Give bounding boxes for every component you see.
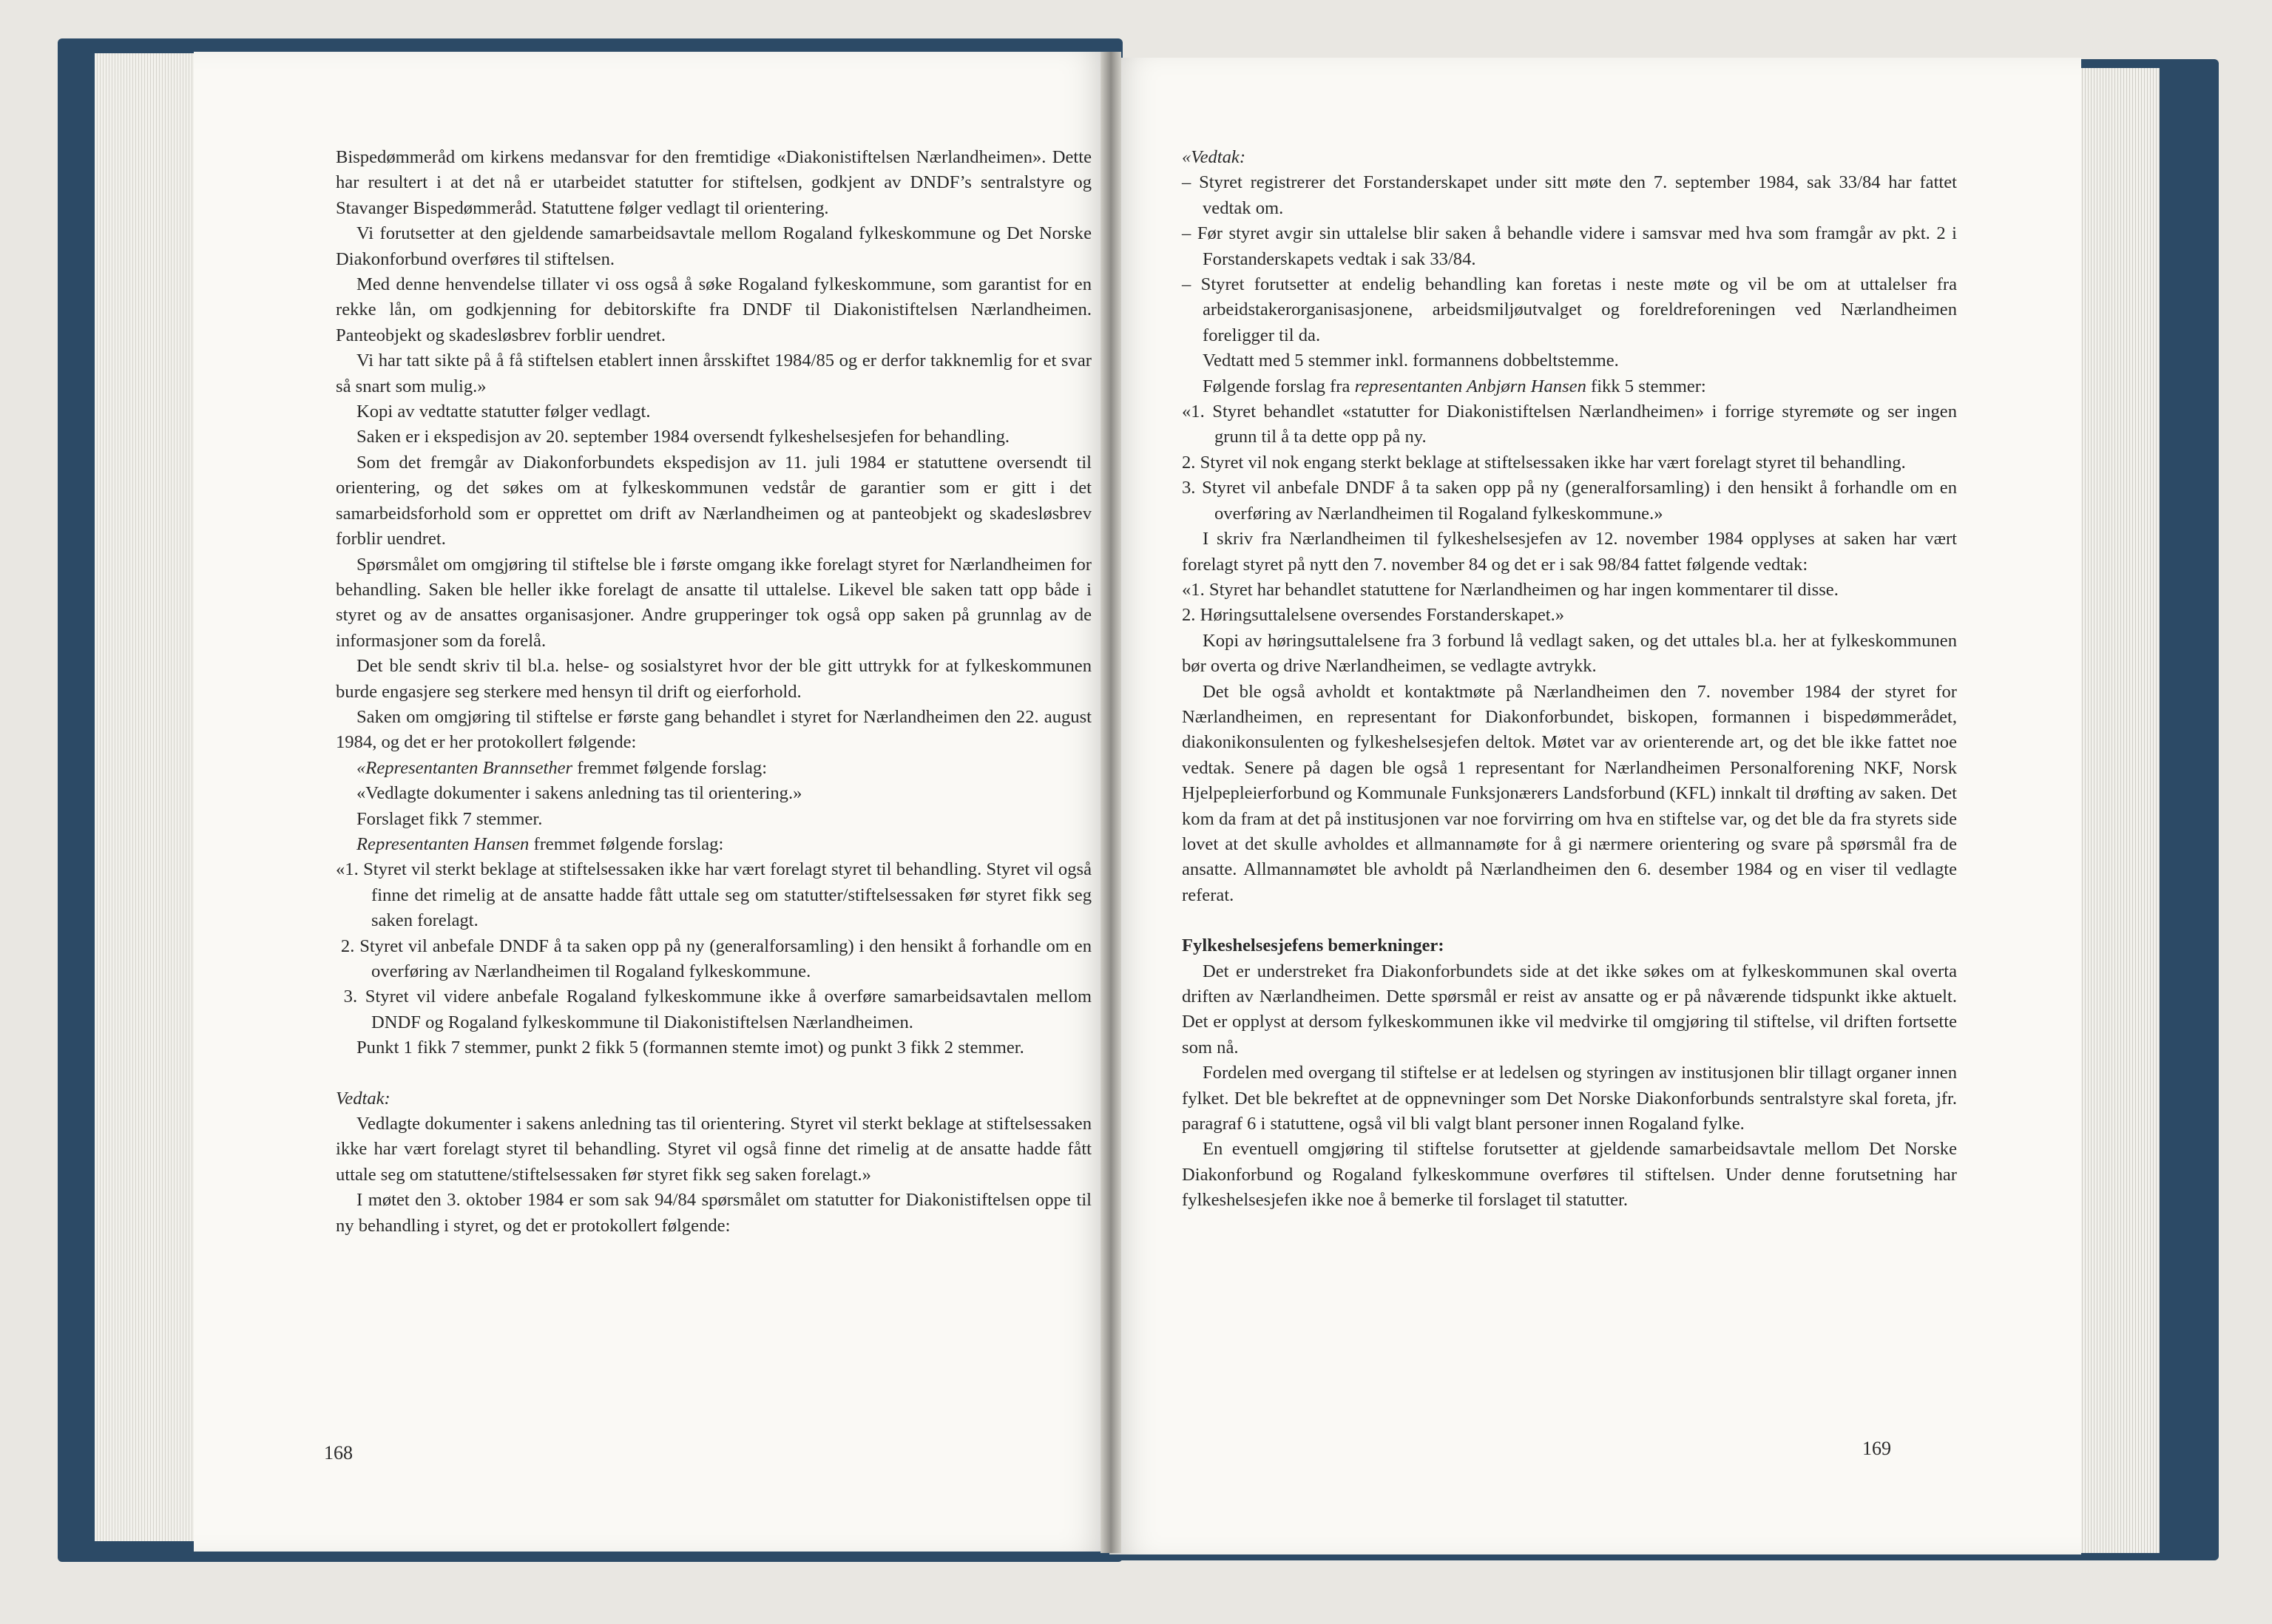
paragraph <box>1182 374 1957 399</box>
list-marker: «1. <box>336 859 359 880</box>
list-item: – Før styret avgir sin uttalelse blir saken å behandle videre i samsvar med hva som framgår av pkt. 2 i Forstanderskapets vedtak i sak 33/84. <box>1182 223 1957 269</box>
list-item: – Styret registrerer det Forstanderskapet under sitt møte den 7. september 1984, sak 33/84 har fattet vedtak om. <box>1182 172 1957 218</box>
list-item: «1. Styret har behandlet statuttene for Nærlandheimen og har ingen kommentarer til disse. <box>1182 579 1839 600</box>
right-page-text <box>1182 145 1957 1214</box>
list-text: Styret vil anbefale DNDF å ta saken opp på ny (generalforsamling) i den hensikt å forhandle om en overføring av Nærlandheimen til Rogaland fylkeskommune. <box>359 936 1092 981</box>
list-marker: 3. <box>343 987 358 1007</box>
text-run: Følgende forslag fra <box>1203 376 1355 396</box>
paragraph: Det er understreket fra Diakonforbundets side at det ikke søkes om at fylkeskommunen skal overta driften av Nærlandheimen. Dette spørsmål er reist av ansatte og er på nåværende tidspunkt ikke aktuelt. Det er opplyst at dersom fylkeskommunen ikke vil medvirke til omgjøring til stiftelse, vil driften fortsette som nå. <box>1182 961 1957 1058</box>
section-heading: Fylkeshelsesjefens bemerkninger: <box>1182 936 1444 956</box>
proposer-name: «Representanten Brannsether <box>356 757 573 778</box>
list-item: 2. Styret vil nok engang sterkt beklage at stiftelsessaken ikke har vært forelagt styret til behandling. <box>1182 452 1906 473</box>
page-edges-right <box>2071 68 2160 1553</box>
paragraph: Som det fremgår av Diakonforbundets ekspedisjon av 11. juli 1984 er statuttene oversendt til orientering, og det søkes om at fylkeskommunen vedstår de garantier som er gitt i det samarbeidsforhold som er opprettet om drift av Nærlandheimen og at panteobjekt og skadesløsbrev forblir uendret. <box>336 452 1092 549</box>
page-edges-left <box>95 53 198 1541</box>
paragraph: Saken om omgjøring til stiftelse er første gang behandlet i styret for Nærlandheimen den 22. august 1984, og det er her protokollert følgende: <box>336 706 1092 753</box>
proposer-name: Representanten Hansen <box>356 833 530 854</box>
paragraph: «Vedlagte dokumenter i sakens anledning tas til orientering.» <box>356 783 802 804</box>
paragraph: Vi forutsetter at den gjeldende samarbeidsavtale mellom Rogaland fylkeskommune og Det Norske Diakonforbund overføres til stiftelsen. <box>336 223 1092 269</box>
paragraph: Punkt 1 fikk 7 stemmer, punkt 2 fikk 5 (formannen stemte imot) og punkt 3 fikk 2 stemmer. <box>356 1038 1024 1058</box>
paragraph: Bispedømmeråd om kirkens medansvar for den fremtidige «Diakonistiftelsen Nærlandheimen». Dette har resultert i at det nå er utarbeidet statutter for stiftelsen, godkjent av DNDF’s sentralstyre og Stavanger Bispedømmeråd. Statuttene følger vedlagt til orientering. <box>336 147 1092 218</box>
paragraph: Det ble sendt skriv til bl.a. helse- og sosialstyret hvor der ble gitt uttrykk for at fylkeskommunen burde engasjere seg sterkere med hensyn til drift og eierforhold. <box>336 656 1092 702</box>
text-run: fikk 5 stemmer: <box>1586 376 1706 396</box>
paragraph: Vi har tatt sikte på å få stiftelsen etablert innen årsskiftet 1984/85 og er derfor takknemlig for et svar så snart som mulig.» <box>336 351 1092 396</box>
list-item <box>336 984 1092 1035</box>
paragraph: Vedlagte dokumenter i sakens anledning tas til orientering. Styret vil sterkt beklage at stiftelsessaken ikke har vært forelagt styret til behandling. Styret vil også finne det rimelig at de ansatte hadde fått uttale seg om statuttene/stiftelsessaken før styret fikk seg saken forelagt.» <box>336 1114 1092 1185</box>
left-page <box>194 52 1111 1552</box>
left-page-text <box>336 145 1092 1239</box>
list-item <box>336 934 1092 985</box>
paragraph: Med denne henvendelse tillater vi oss også å søke Rogaland fylkeskommune, som garantist for en rekke lån, om godkjenning for debitorskifte fra DNDF til Diakonistiftelsen Nærlandheimen. Panteobjekt og skadesløsbrev forblir uendret. <box>336 274 1092 345</box>
list-item: – Styret forutsetter at endelig behandling kan foretas i neste møte og vil be om at uttalelser fra arbeidstakerorganisasjonene, arbeidsmiljøutvalget og foreldreforeningen ved Nærlandheimen foreligger til da. <box>1182 274 1957 345</box>
paragraph: En eventuell omgjøring til stiftelse forutsetter at gjeldende samarbeidsavtale mellom Det Norske Diakonforbund og Rogaland fylkeskommune overføres til stiftelsen. Under denne forutsetning har fylkeshelsesjefen ikke noe å bemerke til forslaget til statutter. <box>1182 1139 1957 1211</box>
list-item: 3. Styret vil anbefale DNDF å ta saken opp på ny (generalforsamling) i den hensikt å forhandle om en overføring av Nærlandheimen til Rogaland fylkeskommune.» <box>1182 478 1957 524</box>
page-number: 168 <box>324 1442 353 1464</box>
protocol-proposal-1 <box>336 756 1092 781</box>
list-item: 2. Høringsuttalelsene oversendes Forstanderskapet.» <box>1182 605 1565 626</box>
list-text: Styret vil videre anbefale Rogaland fylkeskommune ikke å overføre samarbeidsavtalen mellom DNDF og Rogaland fylkeskommune til Diakonistiftelsen Nærlandheimen. <box>365 987 1092 1032</box>
paragraph: I skriv fra Nærlandheimen til fylkeshelsesjefen av 12. november 1984 opplyses at saken har vært forelagt styret på nytt den 7. november 84 og det er i sak 98/84 fattet følgende vedtak: <box>1182 529 1957 575</box>
book-gutter <box>1100 52 1121 1553</box>
page-number: 169 <box>1862 1438 1891 1459</box>
proposal-text: fremmet følgende forslag: <box>529 833 724 854</box>
list-marker: 2. <box>340 936 355 956</box>
paragraph: Kopi av høringsuttalelsene fra 3 forbund lå vedlagt saken, og det uttales bl.a. her at fylkeskommunen bør overta og drive Nærlandheimen, se vedlagte avtrykk. <box>1182 630 1957 677</box>
list-item: «1. Styret behandlet «statutter for Diakonistiftelsen Nærlandheimen» i forrige styremøte og ser ingen grunn til å ta dette opp på ny. <box>1182 402 1957 447</box>
section-label: Vedtak: <box>336 1088 390 1109</box>
paragraph: Vedtatt med 5 stemmer inkl. formannens dobbeltstemme. <box>1203 351 1619 371</box>
paragraph: Saken er i ekspedisjon av 20. september 1984 oversendt fylkeshelsesjefen for behandling. <box>356 427 1010 447</box>
paragraph: Det ble også avholdt et kontaktmøte på Nærlandheimen den 7. november 1984 der styret for Nærlandheimen, en representant for Diakonforbundet, biskopen, formannen i bispedømmerådet, diakonikonsulenten og fylkeshelsesjefen deltok. Møtet var av orienterende art, og det ble ikke fattet noe vedtak. Senere på dagen ble også 1 representant for Nærlandheimen Personalforening NKF, Norsk Hjelpepleierforbund og Kommunale Funksjonærers Landsforbund (KFL) innkalt til drøfting av saken. Det kom da fram at det på institusjonen var noe forvirring om hva en stiftelse var, og det ble da fra styrets side lovet at det skulle avholdes et allmannamøte for å gi nærmere orientering og svare på spørsmål fra de ansatte. Allmannamøtet ble avholdt på Nærlandheimen den 6. desember 1984 og en viser til vedlagte referat. <box>1182 681 1957 905</box>
paragraph: Spørsmålet om omgjøring til stiftelse ble i første omgang ikke forelagt styret for Nærlandheimen for behandling. Saken ble heller ikke forelagt de ansatte til uttalelse. Likevel ble saken tatt opp både i styret og av de ansattes organisasjoner. Andre grupperinger tok også opp saken på grunnlag av de informasjoner som da forelå. <box>336 554 1092 651</box>
section-label: «Vedtak: <box>1182 147 1246 167</box>
list-text: Styret vil sterkt beklage at stiftelsessaken ikke har vært forelagt styret til behandling. Styret vil også finne det rimelig at de ansatte hadde fått uttale seg om statutter/stiftelsessaken før styret fikk seg saken forelagt. <box>363 859 1092 931</box>
right-page <box>1109 58 2081 1554</box>
paragraph: Fordelen med overgang til stiftelse er at ledelsen og styringen av institusjonen blir tillagt organer innen fylket. Det ble bekreftet at de oppnevninger som Det Norske Diakonforbunds sentralstyre skal foreta, jfr. paragraf 6 i statuttene, også vil bli valgt blant personer innen Rogaland fylke. <box>1182 1063 1957 1134</box>
proposer-name: representanten Anbjørn Hansen <box>1354 376 1586 396</box>
protocol-proposal-2 <box>336 832 1092 857</box>
paragraph: Forslaget fikk 7 stemmer. <box>356 808 543 829</box>
paragraph: Kopi av vedtatte statutter følger vedlagt. <box>356 402 651 422</box>
list-item <box>336 857 1092 933</box>
proposal-text: fremmet følgende forslag: <box>572 757 768 778</box>
paragraph: I møtet den 3. oktober 1984 er som sak 94/84 spørsmålet om statutter for Diakonistiftelsen oppe til ny behandling i styret, og det er protokollert følgende: <box>336 1190 1092 1236</box>
